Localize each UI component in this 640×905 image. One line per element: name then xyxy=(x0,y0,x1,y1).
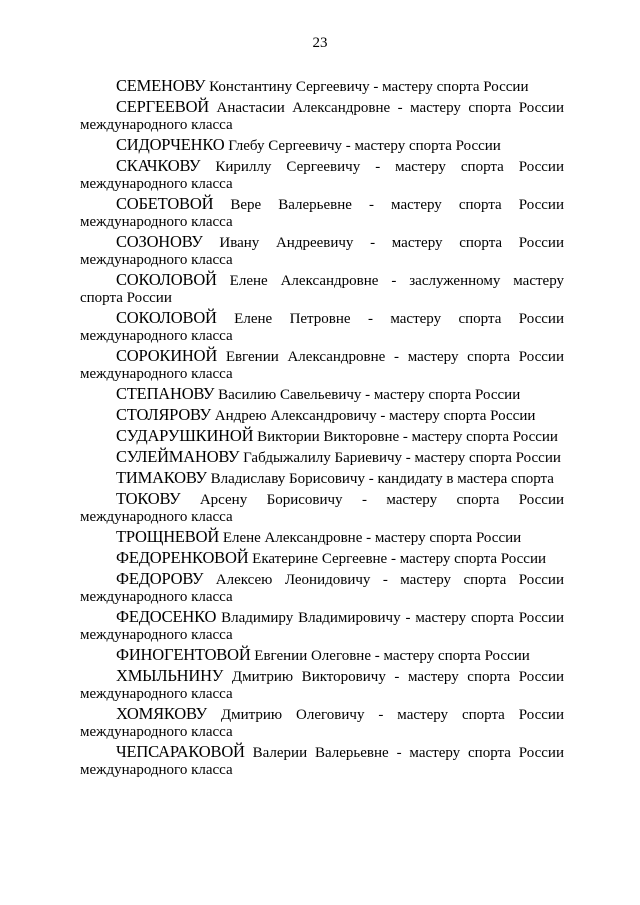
entry-text: Валерии Валерьевне - мастеру спорта России международного класса xyxy=(80,745,564,778)
surname: ТИМАКОВУ xyxy=(116,468,207,487)
surname: СЕРГЕЕВОЙ xyxy=(116,97,209,116)
surname: СУЛЕЙМАНОВУ xyxy=(116,447,240,466)
entry-text: Евгении Александровне - мастеру спорта России международного класса xyxy=(80,349,564,382)
surname: СЕМЕНОВУ xyxy=(116,76,206,95)
entry-text: Вере Валерьевне - мастеру спорта России международного класса xyxy=(80,197,564,230)
list-item xyxy=(80,195,564,231)
entry-text: Владиславу Борисовичу - кандидату в мастера спорта xyxy=(206,471,554,487)
entry-text: Владимиру Владимировичу - мастеру спорта России международного класса xyxy=(80,610,564,643)
list-item xyxy=(80,646,564,665)
list-item xyxy=(80,271,564,307)
entry-text: Дмитрию Олеговичу - мастеру спорта России международного класса xyxy=(80,707,564,740)
entry-text: Константину Сергеевичу - мастеру спорта России xyxy=(205,79,529,95)
surname: СОЗОНОВУ xyxy=(116,232,203,251)
surname: ТРОЩНЕВОЙ xyxy=(116,527,220,546)
surname: ХМЫЛЬНИНУ xyxy=(116,666,224,685)
surname: СУДАРУШКИНОЙ xyxy=(116,426,254,445)
list-item xyxy=(80,570,564,606)
surname: СИДОРЧЕНКО xyxy=(116,135,225,154)
entry-text: Виктории Викторовне - мастеру спорта России xyxy=(253,429,558,445)
entry-text: Елене Александровне - мастеру спорта России xyxy=(219,530,522,546)
surname: СОКОЛОВОЙ xyxy=(116,308,217,327)
list-item xyxy=(80,705,564,741)
list-item xyxy=(80,98,564,134)
list-item xyxy=(80,309,564,345)
list-item xyxy=(80,406,564,425)
surname: ТОКОВУ xyxy=(116,489,181,508)
surname: СТЕПАНОВУ xyxy=(116,384,215,403)
surname: ФЕДОРОВУ xyxy=(116,569,204,588)
list-item xyxy=(80,743,564,779)
list-item xyxy=(80,347,564,383)
entry-text: Елене Петровне - мастеру спорта России международного класса xyxy=(80,311,564,344)
surname: СТОЛЯРОВУ xyxy=(116,405,212,424)
surname: СОКОЛОВОЙ xyxy=(116,270,217,289)
page-number: 23 xyxy=(312,35,328,51)
list-item xyxy=(80,136,564,155)
list-item xyxy=(80,157,564,193)
award-list xyxy=(80,77,564,781)
entry-text: Габдыжалилу Бариевичу - мастеру спорта России xyxy=(239,450,561,466)
entry-text: Елене Александровне - заслуженному мастеру спорта России xyxy=(80,273,564,306)
entry-text: Арсену Борисовичу - мастеру спорта России международного класса xyxy=(80,492,564,525)
list-item xyxy=(80,528,564,547)
entry-text: Евгении Олеговне - мастеру спорта России xyxy=(250,648,530,664)
list-item xyxy=(80,385,564,404)
surname: ФЕДОРЕНКОВОЙ xyxy=(116,548,249,567)
surname: СОРОКИНОЙ xyxy=(116,346,218,365)
surname: СОБЕТОВОЙ xyxy=(116,194,214,213)
list-item xyxy=(80,233,564,269)
list-item xyxy=(80,427,564,446)
list-item xyxy=(80,77,564,96)
surname: ХОМЯКОВУ xyxy=(116,704,207,723)
entry-text: Василию Савельевичу - мастеру спорта России xyxy=(214,387,521,403)
surname: СКАЧКОВУ xyxy=(116,156,201,175)
entry-text: Ивану Андреевичу - мастеру спорта России международного класса xyxy=(80,235,564,268)
entry-text: Анастасии Александровне - мастеру спорта России международного класса xyxy=(80,100,564,133)
surname: ФИНОГЕНТОВОЙ xyxy=(116,645,251,664)
entry-text: Екатерине Сергеевне - мастеру спорта России xyxy=(248,551,547,567)
entry-text: Кириллу Сергеевичу - мастеру спорта России международного класса xyxy=(80,159,564,192)
entry-text: Глебу Сергеевичу - мастеру спорта России xyxy=(224,138,501,154)
list-item xyxy=(80,608,564,644)
list-item xyxy=(80,490,564,526)
list-item xyxy=(80,469,564,488)
entry-text: Алексею Леонидовичу - мастеру спорта России международного класса xyxy=(80,572,564,605)
surname: ФЕДОСЕНКО xyxy=(116,607,217,626)
entry-text: Андрею Александровичу - мастеру спорта России xyxy=(211,408,536,424)
list-item xyxy=(80,667,564,703)
surname: ЧЕПСАРАКОВОЙ xyxy=(116,742,245,761)
list-item xyxy=(80,549,564,568)
entry-text: Дмитрию Викторовичу - мастеру спорта России международного класса xyxy=(80,669,564,702)
list-item xyxy=(80,448,564,467)
